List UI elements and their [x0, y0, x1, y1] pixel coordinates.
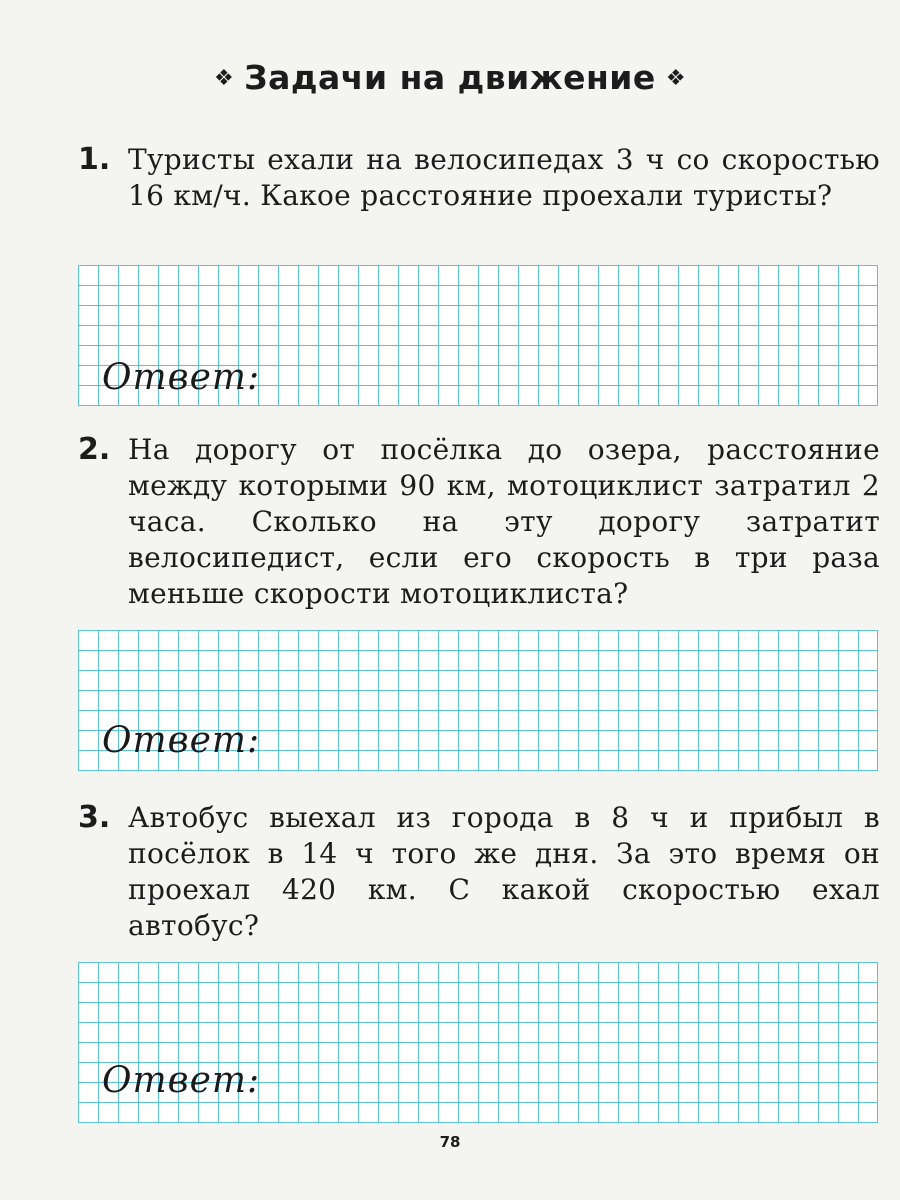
- task-text: Автобус выехал из города в 8 ч и прибыл в посёлок в 14 ч того же дня. За это время он проехал 420 км. С какой скоростью ехал автобус?: [128, 801, 880, 942]
- answer-grid-2[interactable]: [78, 630, 878, 771]
- answer-label: Ответ:: [102, 1060, 261, 1101]
- task-text: Туристы ехали на велосипедах 3 ч со скоростью 16 км/ч. Какое расстояние проехали туристы?: [128, 143, 880, 212]
- task-number: 3.: [78, 800, 111, 835]
- page-title: [0, 58, 900, 97]
- answer-grid-3[interactable]: [78, 962, 878, 1123]
- ornament-right-icon: ❖: [665, 66, 687, 91]
- page-title-text: Задачи на движение: [244, 58, 656, 97]
- task-number: 1.: [78, 142, 111, 177]
- page-number: 78: [439, 1133, 461, 1151]
- task-number: 2.: [78, 432, 111, 467]
- answer-label: Ответ:: [102, 357, 261, 398]
- task-text: На дорогу от посёлка до озера, расстояние между которыми 90 км, мотоциклист затратил 2 часа. Сколько на эту дорогу затратит велосипедист, если его скорость в три раза меньше скорости мотоциклиста?: [128, 433, 880, 610]
- answer-label: Ответ:: [102, 720, 261, 761]
- ornament-left-icon: ❖: [213, 66, 235, 91]
- answer-grid-1[interactable]: [78, 265, 878, 406]
